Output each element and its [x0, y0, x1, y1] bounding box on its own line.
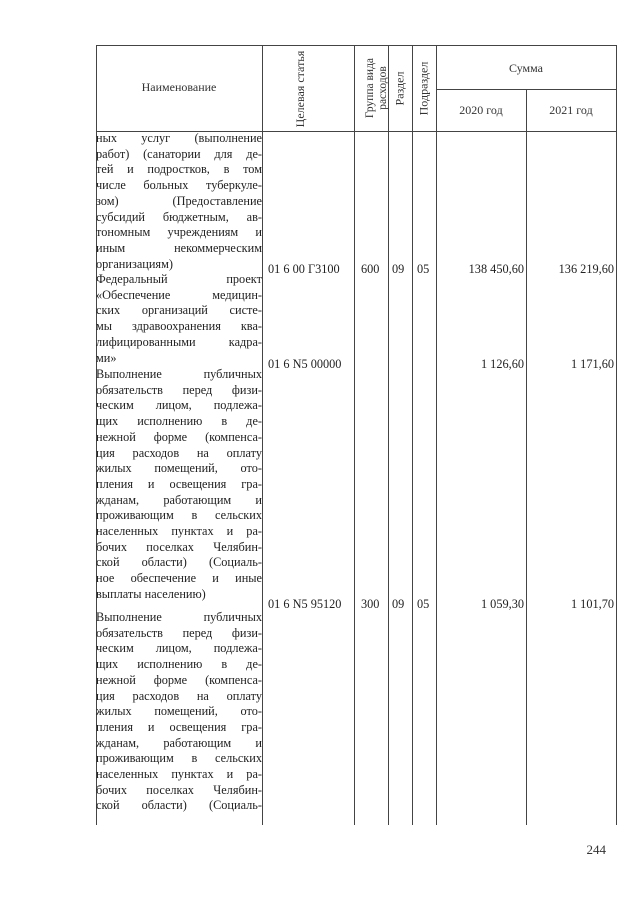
- row-4-line: ция расходов на оплату: [96, 688, 262, 703]
- row-4-line: щих исполнению в де-: [96, 657, 262, 672]
- row-1-line: работ) (санатории для де-: [96, 146, 262, 161]
- page-number: 244: [586, 842, 606, 857]
- row-1-line: организациям): [96, 256, 173, 271]
- row-1-expense-group: 600: [361, 262, 380, 276]
- row-2-sum-2020: 1 126,60: [480, 357, 524, 371]
- row-3-line: ное обеспечение и иные: [96, 571, 262, 586]
- row-4-line: ской области) (Социаль-: [96, 798, 262, 813]
- budget-table: [96, 45, 616, 825]
- row-2-sum-2021: 1 171,60: [570, 357, 614, 371]
- row-4-line: пления и освещения гра-: [96, 719, 262, 734]
- row-4-line: обязательств перед физи-: [96, 625, 262, 640]
- row-1-target-article: 01 6 00 Г3100: [268, 262, 340, 276]
- header-target-article: [294, 47, 322, 131]
- header-year-2020: 2020 год: [459, 103, 503, 117]
- col-divider-group: [388, 45, 389, 825]
- row-1-subsection: 05: [417, 262, 430, 276]
- row-2-line: «Обеспечение медицин-: [96, 287, 262, 302]
- row-1-description: [96, 131, 262, 272]
- row-3-target-article: 01 6 N5 95120: [268, 597, 342, 611]
- row-2-line: мы здравоохранения ква-: [96, 319, 262, 334]
- row-1-line: тономным учреждениям и: [96, 225, 262, 240]
- header-sum: Сумма: [509, 61, 543, 75]
- row-1-section: 09: [392, 262, 405, 276]
- row-3-line: ской области) (Социаль-: [96, 555, 262, 570]
- row-3-line: щих исполнению в де-: [96, 414, 262, 429]
- row-3-section: 09: [392, 597, 405, 611]
- row-3-line: выплаты населению): [96, 586, 206, 601]
- row-3-line: жданам, работающим и: [96, 492, 262, 507]
- row-3-line: Выполнение публичных: [96, 367, 262, 381]
- row-2-target-article: 01 6 N5 00000: [268, 357, 342, 371]
- row-3-line: ческим лицом, подлежа-: [96, 398, 262, 413]
- row-4-line: Выполнение публичных: [96, 610, 262, 624]
- col-divider-section: [412, 45, 413, 825]
- header-section: Раздел: [392, 71, 407, 106]
- header-name: Наименование: [141, 80, 217, 94]
- row-4-line: жилых помещений, ото-: [96, 704, 262, 719]
- row-3-expense-group: 300: [361, 597, 380, 611]
- row-1-line: ных услуг (выполнение: [96, 131, 262, 145]
- row-1-line: субсидий бюджетным, ав-: [96, 209, 262, 224]
- header-expense-group: [364, 45, 389, 131]
- table-top-border: [96, 45, 616, 46]
- row-3-line: населенных пунктах и ра-: [96, 524, 262, 539]
- row-4-line: нежной форме (компенса-: [96, 672, 262, 687]
- row-3-line: обязательств перед физи-: [96, 382, 262, 397]
- row-4-line: жданам, работающим и: [96, 735, 262, 750]
- row-1-line: числе больных туберкуле-: [96, 178, 262, 193]
- row-4-line: населенных пунктах и ра-: [96, 767, 262, 782]
- row-1-sum-2021: 136 219,60: [558, 262, 614, 276]
- row-3-line: жилых помещений, ото-: [96, 461, 262, 476]
- row-3-sum-2021: 1 101,70: [570, 597, 614, 611]
- row-1-line: тей и подростков, в том: [96, 162, 262, 177]
- row-4-line: ческим лицом, подлежа-: [96, 641, 262, 656]
- col-divider-years: [526, 89, 527, 825]
- row-1-line: иным некоммерческим: [96, 240, 262, 255]
- row-3-line: бочих поселках Челябин-: [96, 539, 262, 554]
- row-2-description: [96, 272, 262, 366]
- row-2-line: ми»: [96, 350, 117, 365]
- row-2-line: лифицированными кадра-: [96, 334, 262, 349]
- row-3-line: нежной форме (компенса-: [96, 429, 262, 444]
- row-3-subsection: 05: [417, 597, 430, 611]
- row-3-line: пления и освещения гра-: [96, 476, 262, 491]
- row-1-sum-2020: 138 450,60: [468, 262, 524, 276]
- row-4-line: бочих поселках Челябин-: [96, 782, 262, 797]
- col-divider-subsection: [436, 45, 437, 825]
- row-2-line: ских организаций систе-: [96, 303, 262, 318]
- row-1-line: зом) (Предоставление: [96, 193, 262, 208]
- row-3-sum-2020: 1 059,30: [480, 597, 524, 611]
- header-year-2021: 2021 год: [549, 103, 593, 117]
- header-target-article-text: Целевая статья: [293, 50, 307, 128]
- table-right-border: [616, 45, 617, 825]
- row-3-line: проживающим в сельских: [96, 508, 262, 523]
- header-subsection: Подраздел: [416, 61, 431, 116]
- header-expense-group-text: Группа вида расходов: [364, 57, 389, 119]
- row-4-description: [96, 610, 262, 814]
- col-divider-target: [354, 45, 355, 825]
- row-3-line: ция расходов на оплату: [96, 445, 262, 460]
- row-2-line: Федеральный проект: [96, 272, 262, 286]
- col-divider-name: [262, 45, 263, 825]
- row-3-description: [96, 367, 262, 603]
- row-4-line: проживающим в сельских: [96, 751, 262, 766]
